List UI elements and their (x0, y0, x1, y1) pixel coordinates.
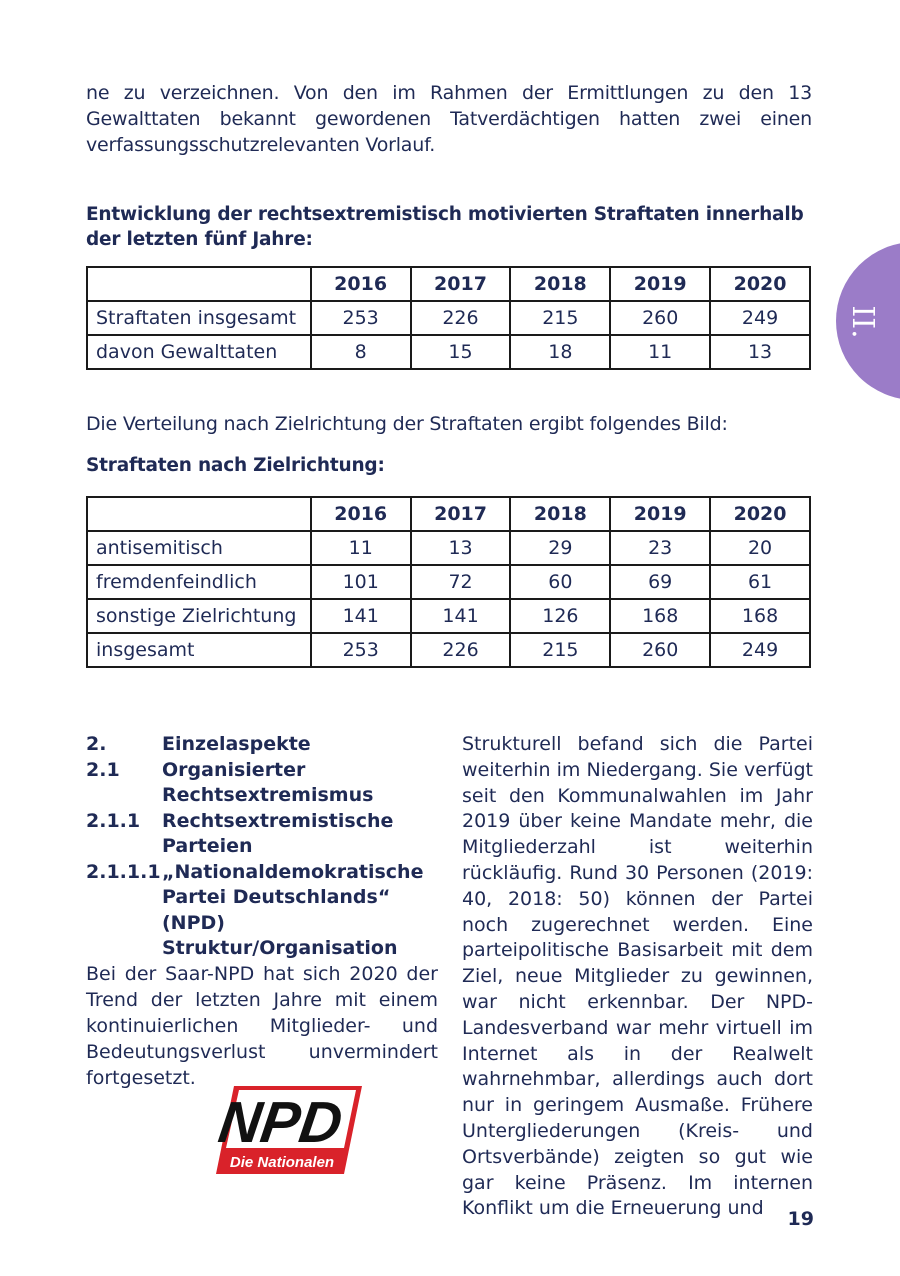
table-cell: 15 (411, 335, 511, 369)
year-header: 2019 (610, 497, 710, 531)
table-cell: 23 (610, 531, 710, 565)
logo-main-text: NPD (214, 1090, 347, 1155)
table-offenses-by-target (86, 496, 811, 668)
table-row (87, 531, 810, 565)
table-offenses-development (86, 266, 811, 370)
table-cell: 253 (311, 301, 411, 335)
table-cell: 215 (510, 301, 610, 335)
table-cell: 13 (710, 335, 810, 369)
section-heading (86, 758, 446, 809)
section-number: 2.1.1 (86, 809, 141, 832)
section-title: „Nationaldemokratische Partei Deutschlands“ (NPD) Struktur/Organisation (162, 860, 424, 959)
intro-paragraph: ne zu verzeichnen. Von den im Rahmen der Ermittlungen zu den 13 Gewalttaten bekannt gewordenen Tatverdächtigen hatten zwei einen verfassungsschutzrelevanten Vorlauf. (86, 82, 812, 156)
table-cell: 260 (610, 633, 710, 667)
section-heading (86, 860, 446, 962)
year-header: 2016 (311, 267, 411, 301)
table-cell: 168 (610, 599, 710, 633)
table-row (87, 335, 810, 369)
row-label: antisemitisch (87, 531, 311, 565)
section-title: Organisierter Rechtsextremismus (162, 758, 374, 806)
year-header: 2018 (510, 497, 610, 531)
table-corner-cell (87, 267, 311, 301)
table-cell: 8 (311, 335, 411, 369)
table2-heading: Straftaten nach Zielrichtung: (86, 455, 385, 476)
table-cell: 101 (311, 565, 411, 599)
table-header-row (87, 267, 810, 301)
page-number: 19 (787, 1208, 814, 1230)
table-cell: 72 (411, 565, 511, 599)
table-cell: 61 (710, 565, 810, 599)
table-cell: 141 (311, 599, 411, 633)
table-cell: 215 (510, 633, 610, 667)
table-cell: 226 (411, 301, 511, 335)
year-header: 2017 (411, 267, 511, 301)
year-header: 2019 (610, 267, 710, 301)
table-cell: 29 (510, 531, 610, 565)
table-cell: 20 (710, 531, 810, 565)
year-header: 2018 (510, 267, 610, 301)
row-label: sonstige Zielrichtung (87, 599, 311, 633)
table-row (87, 565, 810, 599)
table-cell: 168 (710, 599, 810, 633)
section-headings (86, 732, 446, 962)
section-number: 2.1.1.1 (86, 860, 161, 883)
section-heading (86, 732, 446, 758)
row-label: Straftaten insgesamt (87, 301, 311, 335)
row-label: fremdenfeindlich (87, 565, 311, 599)
table-cell: 141 (411, 599, 511, 633)
year-header: 2020 (710, 267, 810, 301)
section-title: Einzelaspekte (162, 733, 311, 755)
table-row (87, 599, 810, 633)
table-cell: 60 (510, 565, 610, 599)
distribution-sentence: Die Verteilung nach Zielrichtung der Straftaten ergibt folgendes Bild: (86, 413, 728, 435)
year-header: 2016 (311, 497, 411, 531)
table-cell: 249 (710, 633, 810, 667)
table-cell: 249 (710, 301, 810, 335)
table-cell: 126 (510, 599, 610, 633)
section-number: 2. (86, 733, 107, 755)
table-cell: 260 (610, 301, 710, 335)
left-paragraph: Bei der Saar-NPD hat sich 2020 der Trend der letzten Jahre mit einem kontinuierlichen Mitglieder- und Bedeutungsverlust unvermindert fortgesetzt. (86, 963, 438, 1089)
right-paragraph: Strukturell befand sich die Partei weiterhin im Niedergang. Sie verfügt seit den Kommunalwahlen im Jahr 2019 über keine Mandate mehr, die Mitgliederzahl ist weiterhin rückläufig. Rund 30 Personen (2019: 40, 2018: 50) können der Partei noch zugerechnet werden. Eine parteipolitische Basisarbeit mit dem Ziel, neue Mitglieder zu gewinnen, war nicht erkennbar. Der NPD-Landesverband war mehr virtuell im Internet als in der Realwelt wahrnehmbar, allerdings auch dort nur in geringem Ausmaße. Frühere Untergliederungen (Kreis- und Ortsverbände) zeigten so gut wie gar keine Präsenz. Im internen Konflikt um die Erneuerung und (462, 733, 813, 1220)
table-cell: 11 (610, 335, 710, 369)
year-header: 2017 (411, 497, 511, 531)
logo-sub-text: Die Nationalen (229, 1154, 335, 1171)
row-label: insgesamt (87, 633, 311, 667)
chapter-tab-label: II. (845, 305, 880, 339)
npd-logo (214, 1084, 364, 1176)
section-number: 2.1 (86, 758, 120, 781)
table-row (87, 633, 810, 667)
table-cell: 13 (411, 531, 511, 565)
table-corner-cell (87, 497, 311, 531)
table-row (87, 301, 810, 335)
table-header-row (87, 497, 810, 531)
table-cell: 69 (610, 565, 710, 599)
section-heading (86, 809, 446, 860)
table-cell: 11 (311, 531, 411, 565)
table-cell: 226 (411, 633, 511, 667)
year-header: 2020 (710, 497, 810, 531)
section-title: Rechtsextremistische Parteien (162, 809, 394, 857)
table-cell: 253 (311, 633, 411, 667)
row-label: davon Gewalttaten (87, 335, 311, 369)
table1-heading: Entwicklung der rechtsextremistisch motivierten Straftaten innerhalb der letzten fünf Jahre: (86, 204, 804, 250)
table-cell: 18 (510, 335, 610, 369)
